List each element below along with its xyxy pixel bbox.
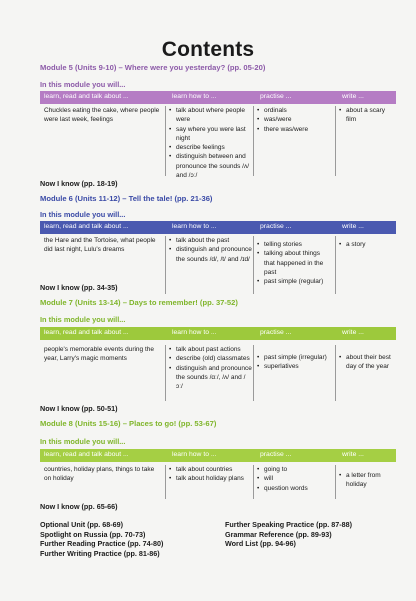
header-learn: learn, read and talk about ...	[44, 223, 129, 230]
divider	[335, 236, 336, 294]
howto-list	[168, 236, 252, 264]
module-8-title: Module 8 (Units 15-16) – Places to go! (pp. 53-67)	[40, 419, 217, 428]
module-7-content	[40, 345, 396, 401]
howto-list	[168, 106, 252, 180]
module-8-intro: In this module you will...	[40, 437, 126, 446]
module-6-intro: In this module you will...	[40, 210, 126, 219]
learn-text: people's memorable events during the year, Larry's magic moments	[44, 346, 155, 363]
header-howto: learn how to ...	[172, 223, 217, 230]
list-item: • talk about past actions	[168, 345, 252, 354]
footer-item: Further Speaking Practice (pp. 87-88)	[225, 520, 353, 529]
practise-list	[256, 106, 332, 134]
list-item: • describe (old) classmates	[168, 354, 252, 363]
list-item: • telling stories	[256, 240, 332, 249]
header-learn: learn, read and talk about ...	[44, 93, 129, 100]
header-howto: learn how to ...	[172, 451, 217, 458]
list-item: • describe feelings	[168, 143, 252, 152]
module-5-intro: In this module you will...	[40, 80, 126, 89]
divider	[253, 106, 254, 176]
header-practise: practise ...	[260, 93, 292, 100]
divider	[165, 236, 166, 294]
list-item: • was/were	[256, 115, 332, 124]
header-write: write ...	[342, 223, 364, 230]
header-howto: learn how to ...	[172, 329, 217, 336]
header-howto: learn how to ...	[172, 93, 217, 100]
header-write: write ...	[342, 329, 364, 336]
list-item: • ordinals	[256, 106, 332, 115]
learn-text: Chuckles eating the cake, where people were last week, feelings	[44, 107, 160, 124]
list-item: • question words	[256, 484, 332, 493]
list-item: • say where you were last night	[168, 125, 252, 144]
divider	[335, 465, 336, 499]
footer-item: Spotlight on Russia (pp. 70-73)	[40, 529, 146, 539]
list-item: • past simple (regular)	[256, 277, 332, 286]
list-item: • talk about holiday plans	[168, 474, 252, 483]
write-list	[338, 471, 394, 490]
divider	[165, 465, 166, 499]
list-item: • about a scary film	[338, 106, 394, 125]
header-practise: practise ...	[260, 329, 292, 336]
list-item: • past simple (irregular)	[256, 353, 332, 362]
divider	[335, 345, 336, 401]
header-learn: learn, read and talk about ...	[44, 451, 129, 458]
learn-text: the Hare and the Tortoise, what people did last night, Lulu's dreams	[44, 237, 156, 254]
list-item: • about their best day of the year	[338, 353, 394, 372]
write-list	[338, 353, 394, 372]
list-item: • a story	[338, 240, 394, 249]
list-item: • talking about things that happened in the past	[256, 249, 332, 277]
practise-list	[256, 465, 332, 493]
practise-list	[256, 240, 332, 286]
header-write: write ...	[342, 93, 364, 100]
list-item: • superlatives	[256, 362, 332, 371]
list-item: • there was/were	[256, 125, 332, 134]
list-item: • will	[256, 474, 332, 483]
module-5-title: Module 5 (Units 9-10) – Where were you yesterday? (pp. 05-20)	[40, 63, 266, 72]
list-item: • distinguish and pronounce the sounds /d/, /t/ and /ɪd/	[168, 245, 252, 264]
list-item: • talk about where people were	[168, 106, 252, 125]
module-8-content	[40, 465, 396, 499]
list-item: • a letter from holiday	[338, 471, 394, 490]
header-practise: practise ...	[260, 451, 292, 458]
divider	[335, 106, 336, 176]
practise-list	[256, 353, 332, 372]
module-5-now-i-know: Now I know (pp. 18-19)	[40, 179, 118, 188]
header-practise: practise ...	[260, 223, 292, 230]
module-5-header-bar	[40, 91, 396, 104]
page-title: Contents	[161, 38, 255, 61]
module-8-now-i-know: Now I know (pp. 65-66)	[40, 502, 118, 511]
footer-right-list	[225, 520, 352, 549]
howto-list	[168, 345, 252, 391]
module-7-title: Module 7 (Units 13-14) – Days to remember! (pp. 37-52)	[40, 298, 238, 307]
footer-item: Word List (pp. 94-96)	[225, 539, 296, 549]
howto-list	[168, 465, 252, 484]
footer-item: Further Reading Practice (pp. 74-80)	[40, 539, 164, 549]
divider	[165, 345, 166, 401]
module-5-content	[40, 106, 396, 180]
write-list	[338, 106, 394, 125]
divider	[253, 236, 254, 294]
divider	[253, 465, 254, 499]
header-write: write ...	[342, 451, 364, 458]
module-7-now-i-know: Now I know (pp. 50-51)	[40, 404, 118, 413]
footer-item: Further Writing Practice (pp. 81-86)	[40, 548, 160, 558]
footer-item: Optional Unit (pp. 68-69)	[40, 520, 124, 529]
module-7-header-bar	[40, 327, 396, 340]
list-item: • going to	[256, 465, 332, 474]
module-6-title: Module 6 (Units 11-12) – Tell the tale! (pp. 21-36)	[40, 194, 213, 203]
module-8-header-bar	[40, 449, 396, 462]
footer-item: Grammar Reference (pp. 89-93)	[225, 529, 332, 539]
footer-left-list	[40, 520, 163, 558]
write-list	[338, 240, 394, 249]
divider	[165, 106, 166, 176]
module-6-header-bar	[40, 221, 396, 234]
module-6-now-i-know: Now I know (pp. 34-35)	[40, 283, 118, 292]
list-item: • talk about countries	[168, 465, 252, 474]
learn-text: countries, holiday plans, things to take on holiday	[44, 466, 155, 483]
list-item: • distinguish between and pronounce the sounds /ʌ/ and /ɔː/	[168, 152, 252, 180]
list-item: • distinguish and pronounce the sounds /ɑː/, /ʌ/ and /ɔː/	[168, 364, 252, 392]
module-7-intro: In this module you will...	[40, 315, 126, 324]
header-learn: learn, read and talk about ...	[44, 329, 129, 336]
list-item: • talk about the past	[168, 236, 252, 245]
divider	[253, 345, 254, 401]
